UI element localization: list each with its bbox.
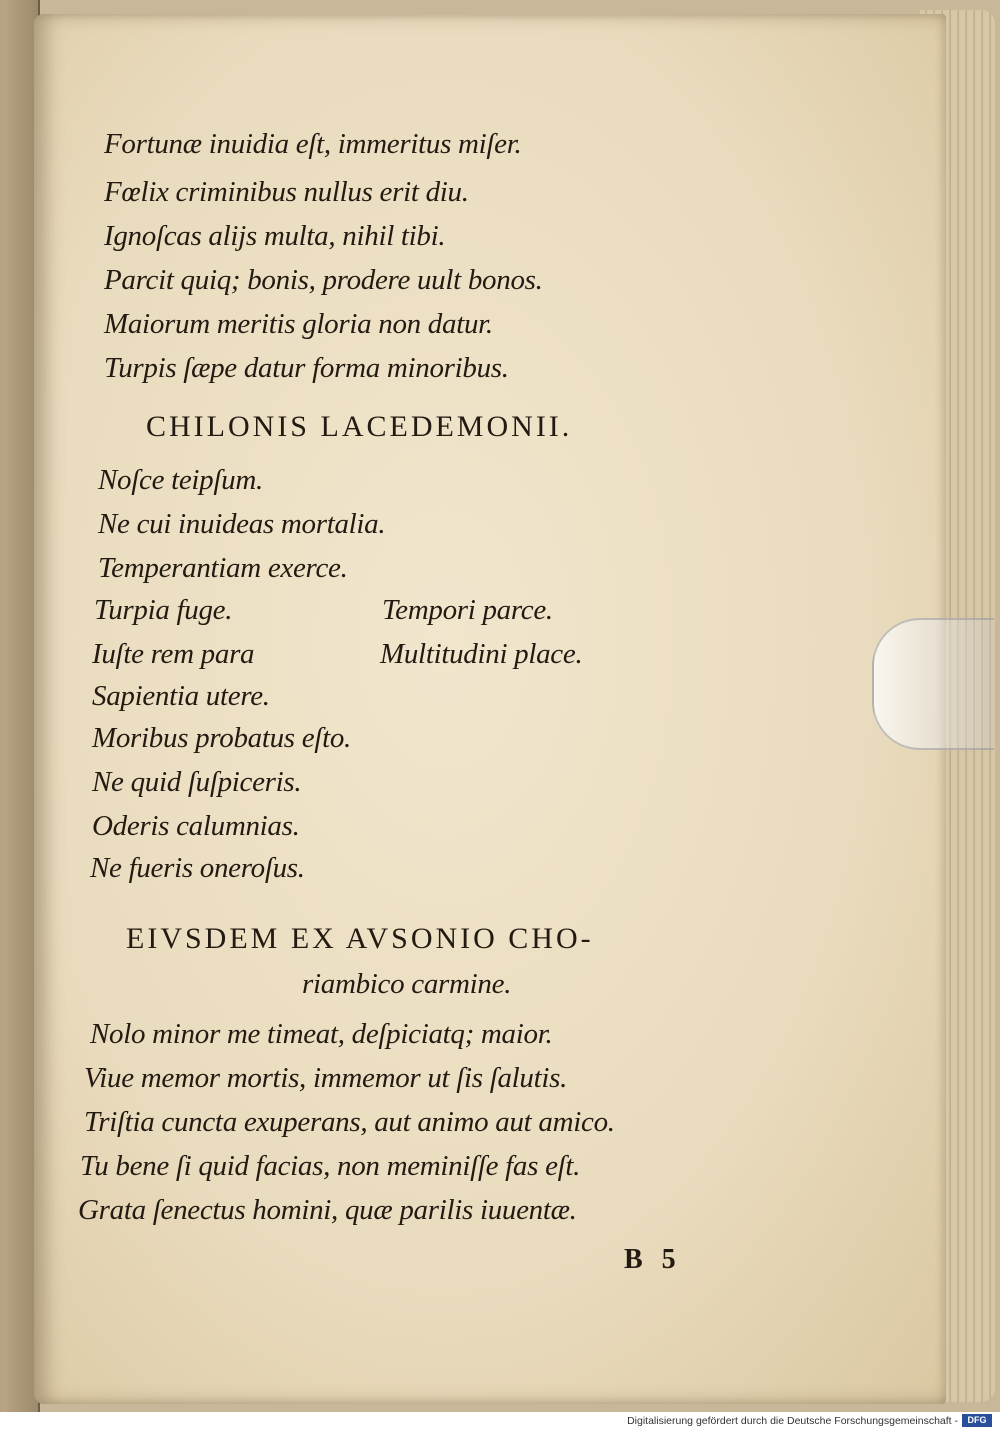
text-line: Triſtia cuncta exuperans, aut animo aut amico.: [84, 1106, 615, 1138]
text-line: Nolo minor me timeat, deſpiciatq; maior.: [90, 1018, 553, 1050]
text-line: Ne cui inuideas mortalia.: [98, 508, 386, 540]
footer-bar: [0, 1412, 1000, 1430]
text-line: Noſce teipſum.: [98, 464, 263, 496]
text-line: Ne fueris oneroſus.: [90, 852, 305, 884]
text-line: Moribus probatus eſto.: [92, 722, 351, 754]
digitization-credit: Digitalisierung gefördert durch die Deutsche Forschungsgemeinschaft -: [627, 1415, 958, 1427]
text-line: Sapientia utere.: [92, 680, 270, 712]
text-line: Turpia fuge.: [94, 594, 233, 626]
section-subheading: riambico carmine.: [302, 968, 512, 1000]
text-line: Ne quid ſuſpiceris.: [92, 766, 302, 798]
text-line: Iuſte rem para: [92, 638, 255, 670]
text-line: Tu bene ſi quid facias, non meminiſſe fas eſt.: [80, 1150, 581, 1182]
section-heading: EIVSDEM EX AVSONIO CHO-: [126, 922, 594, 955]
text-line: Grata ſenectus homini, quæ parilis iuuentæ.: [78, 1194, 577, 1226]
dfg-logo: DFG: [962, 1414, 992, 1427]
signature-mark: B 5: [624, 1244, 682, 1275]
text-line: Ignoſcas alijs multa, nihil tibi.: [104, 220, 446, 252]
text-line: Maiorum meritis gloria non datur.: [104, 308, 493, 340]
text-line: Oderis calumnias.: [92, 810, 300, 842]
text-line: Temperantiam exerce.: [98, 552, 348, 584]
text-line: Fœlix criminibus nullus erit diu.: [104, 176, 469, 208]
section-heading: CHILONIS LACEDEMONII.: [146, 410, 573, 443]
text-line: Fortunæ inuidia eſt, immeritus miſer.: [104, 128, 522, 160]
text-line: Viue memor mortis, immemor ut ſis ſalutis.: [84, 1062, 568, 1094]
text-line: Tempori parce.: [382, 594, 553, 626]
text-line: Multitudini place.: [380, 638, 583, 670]
text-line: Parcit quiq; bonis, prodere uult bonos.: [104, 264, 543, 296]
page-clip: [872, 618, 994, 750]
text-line: Turpis ſæpe datur forma minoribus.: [104, 352, 509, 384]
